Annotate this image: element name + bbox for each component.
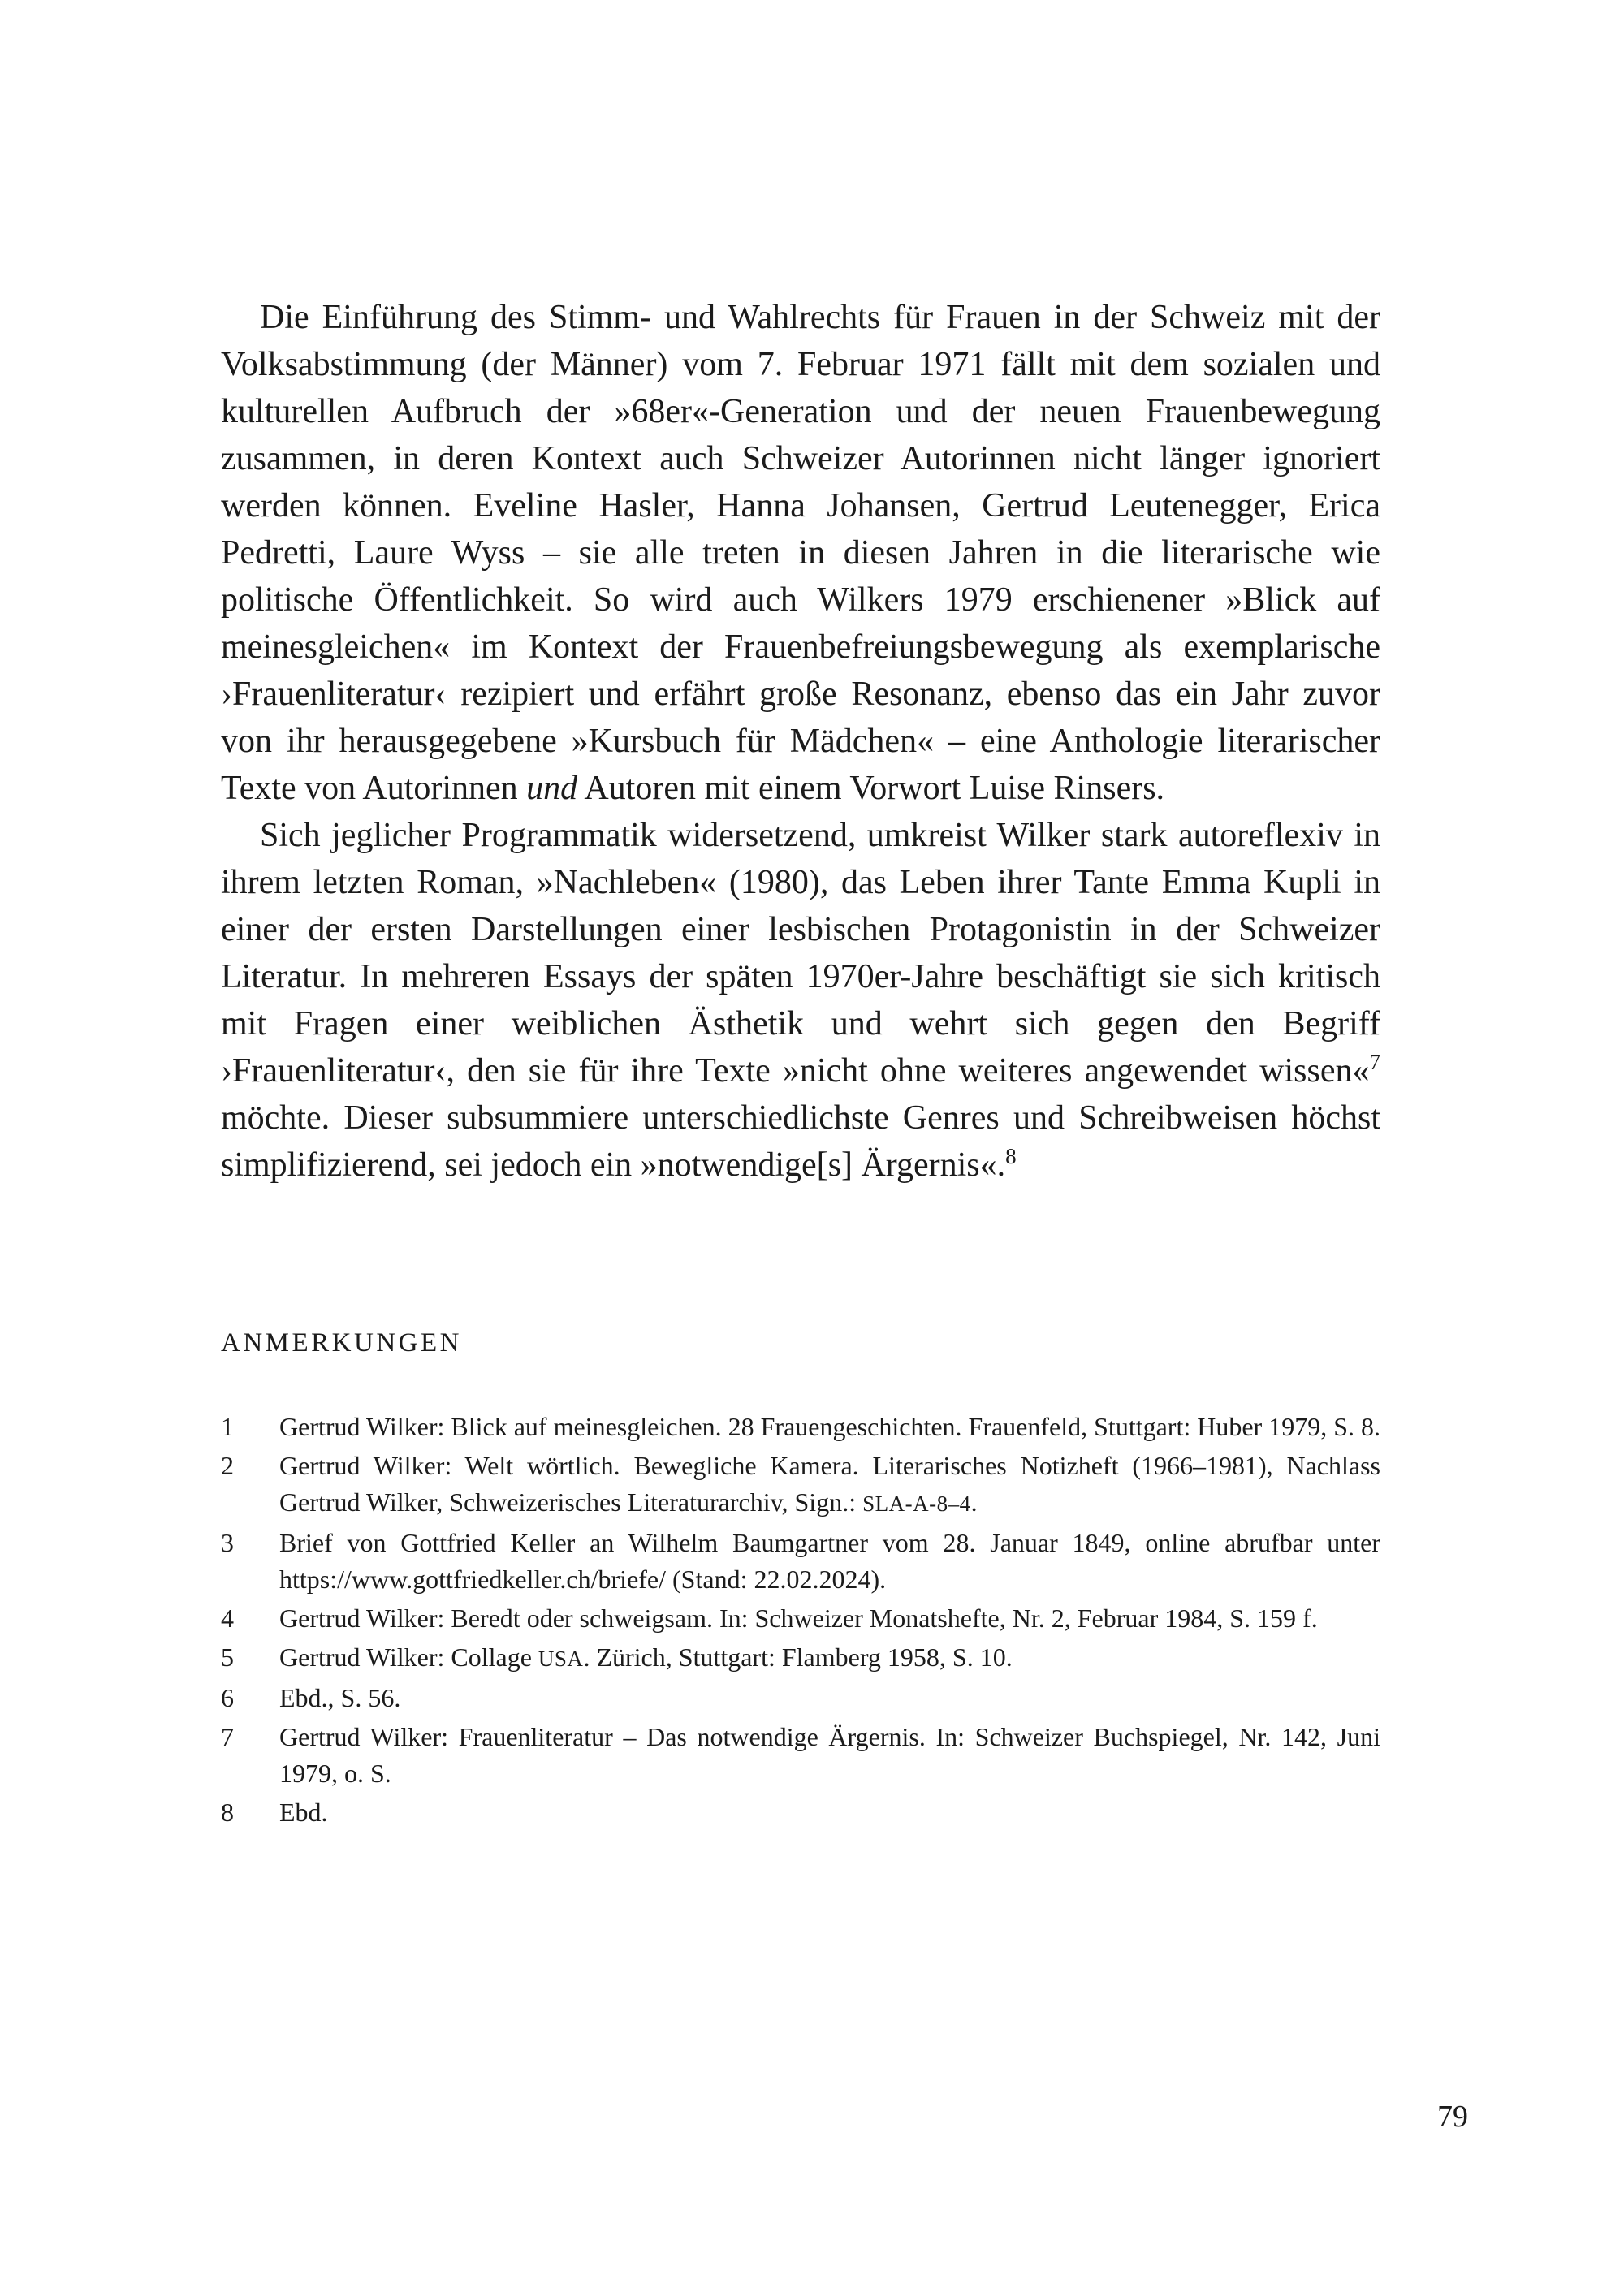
note-item [221, 1680, 1380, 1716]
note-item [221, 1448, 1380, 1522]
note-number: 2 [221, 1451, 234, 1480]
note-text [279, 1639, 1380, 1677]
note-text: Ebd., S. 56. [279, 1683, 401, 1712]
note-item [221, 1409, 1380, 1445]
paragraph-2-text-b: möchte. Dieser subsummiere unterschiedlichste Genres und Schreibweisen höchst simplifizierend, sei jedoch ein »notwendige[s] Ärgernis«. [221, 1099, 1380, 1184]
notes-heading: ANMERKUNGEN [221, 1328, 462, 1358]
paragraph-1-text-a: Die Einführung des Stimm- und Wahlrechts für Frauen in der Schweiz mit der Volksabstimmung (der Männer) vom 7. Februar 1971 fällt mit dem sozialen und kulturellen Aufbruch der »68er«-Generation und der neuen Frauenbewegung zusammen, in deren Kontext auch Schweizer Autorinnen nicht länger ignoriert werden können. Eveline Hasler, Hanna Johansen, Gertrud Leutenegger, Erica Pedretti, Laure Wyss – sie alle treten in diesen Jahren in die literarische wie politische Öffentlichkeit. So wird auch Wilkers 1979 erschienener »Blick auf meinesgleichen« im Kontext der Frauenbefreiungsbewegung als exemplarische ›Frauenliteratur‹ rezipiert und erfährt große Resonanz, ebenso das ein Jahr zuvor von ihr herausgegebene »Kursbuch für Mädchen« – eine Anthologie literarischer Texte von Autorinnen [221, 299, 1380, 807]
note-text: Gertrud Wilker: Frauenliteratur – Das notwendige Ärgernis. In: Schweizer Buchspiegel, Nr. 142, Juni 1979, o. S. [279, 1722, 1380, 1788]
note-item [221, 1719, 1380, 1792]
paragraph-1-emphasis: und [526, 770, 578, 807]
note-text-b: . Zürich, Stuttgart: Flamberg 1958, S. 10. [583, 1642, 1013, 1672]
paragraph-1-text-b: Autoren mit einem Vorwort Luise Rinsers. [577, 770, 1165, 807]
page-number: 79 [1437, 2100, 1468, 2134]
signature-abbrev: SLA-A-8–4 [862, 1491, 971, 1516]
note-number: 6 [221, 1683, 234, 1712]
note-item [221, 1600, 1380, 1637]
note-number: 1 [221, 1412, 234, 1441]
note-item [221, 1525, 1380, 1598]
note-text-a: Gertrud Wilker: Collage [279, 1642, 538, 1672]
note-text: Ebd. [279, 1798, 328, 1827]
note-text-b: . [970, 1487, 978, 1517]
paragraph-2-text-a: Sich jeglicher Programmatik widersetzend, umkreist Wilker stark autoreflexiv in ihrem letzten Roman, »Nachleben« (1980), das Leben ihrer Tante Emma Kupli in einer der ersten Darstellungen einer lesbischen Protagonistin in der Schweizer Literatur. In mehreren Essays der späten 1970er-Jahre beschäftigt sie sich kritisch mit Fragen einer weiblichen Ästhetik und wehrt sich gegen den Begriff ›Frauenliteratur‹, den sie für ihre Texte »nicht ohne weiteres angewendet wissen« [221, 817, 1380, 1090]
note-number: 4 [221, 1604, 234, 1633]
note-text-a: Gertrud Wilker: Welt wörtlich. Bewegliche Kamera. Literarisches Notizheft (1966–1981), Nachlass Gertrud Wilker, Schweizerisches Literaturarchiv, Sign.: [279, 1451, 1380, 1517]
note-number: 3 [221, 1528, 234, 1557]
footnote-ref-8: 8 [1005, 1144, 1017, 1168]
note-text [279, 1448, 1380, 1522]
note-number: 8 [221, 1798, 234, 1827]
body-paragraph-1 [221, 294, 1380, 812]
footnote-ref-7: 7 [1369, 1050, 1380, 1074]
main-text [221, 294, 1380, 1189]
note-item [221, 1794, 1380, 1831]
notes-list [221, 1409, 1380, 1833]
note-text: Gertrud Wilker: Blick auf meinesgleichen. 28 Frauengeschichten. Frauenfeld, Stuttgart: Huber 1979, S. 8. [279, 1412, 1380, 1441]
note-item [221, 1639, 1380, 1677]
note-text: Brief von Gottfried Keller an Wilhelm Baumgartner vom 28. Januar 1849, online abrufbar unter https://www.gottfriedkeller.ch/briefe/ (Stand: 22.02.2024). [279, 1528, 1380, 1594]
note-number: 7 [221, 1722, 234, 1751]
note-text: Gertrud Wilker: Beredt oder schweigsam. In: Schweizer Monatshefte, Nr. 2, Februar 1984, S. 159 f. [279, 1604, 1318, 1633]
usa-abbrev: USA [538, 1647, 584, 1671]
note-number: 5 [221, 1642, 234, 1672]
body-paragraph-2 [221, 812, 1380, 1189]
